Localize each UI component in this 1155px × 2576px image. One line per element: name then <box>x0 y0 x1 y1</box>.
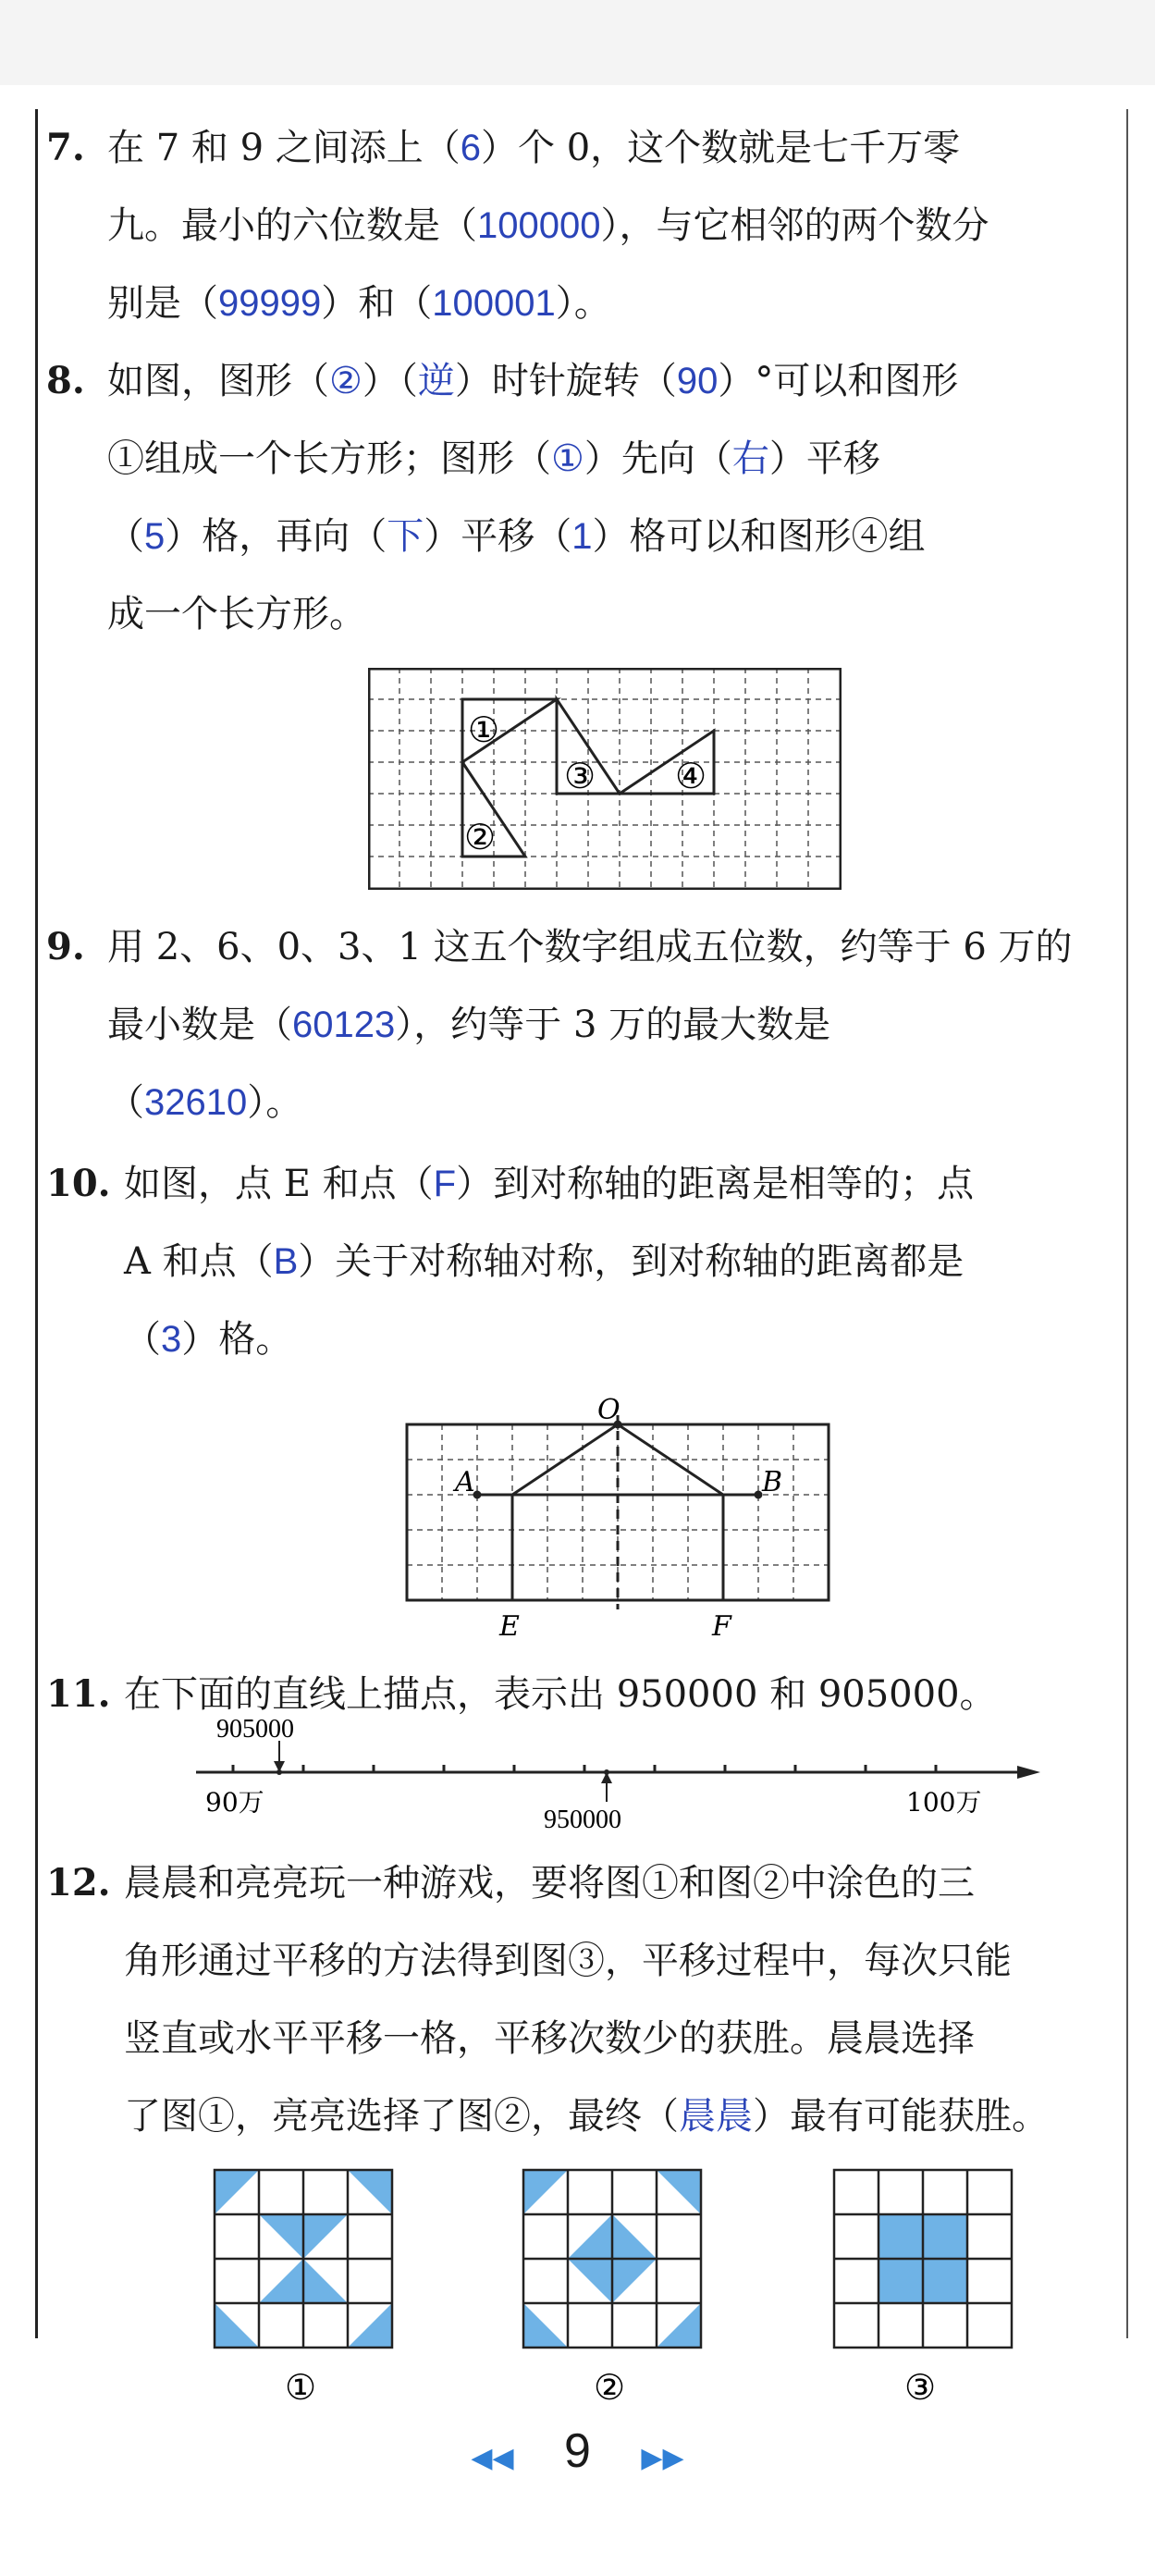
label-right-end: 100万 <box>906 1787 982 1818</box>
label-950000: 950000 <box>544 1806 621 1833</box>
q8-line-3: （5）格，再向（下）平移（1）格可以和图形④组 <box>107 515 926 558</box>
answer: 90 <box>676 361 719 401</box>
question-10 <box>46 1145 1110 1386</box>
q12-figures <box>213 2168 1045 2409</box>
question-number: 9. <box>46 925 85 968</box>
answer: F <box>433 1164 457 1204</box>
question-number: 7. <box>46 126 85 169</box>
answer: B <box>273 1241 299 1282</box>
answer: 晨晨 <box>679 2096 753 2137</box>
number-line <box>185 1713 1054 1833</box>
point-O: O <box>597 1394 621 1426</box>
q7-line-3: 别是（99999）和（100001）。 <box>107 282 611 325</box>
top-bar <box>0 0 1155 85</box>
answer: ① <box>551 438 584 479</box>
figure-2 <box>523 2170 701 2408</box>
question-8 <box>46 342 1110 657</box>
q8-line-2: ①组成一个长方形；图形（①）先向（右）平移 <box>107 438 880 480</box>
question-number: 12. <box>46 1861 111 1904</box>
page-number: 9 <box>564 2424 591 2478</box>
q10-line-1: 如图，点 E 和点（F）到对称轴的距离是相等的；点 <box>124 1163 975 1205</box>
q8-line-1: 如图，图形（②）（逆）时针旋转（90）°可以和图形 <box>107 360 959 402</box>
grid-lines <box>368 668 842 890</box>
question-7 <box>46 109 1110 350</box>
answer: 60123 <box>292 1005 396 1045</box>
page-footer <box>0 2423 1155 2479</box>
q8-grid-figure <box>368 668 842 890</box>
answer: 右 <box>731 438 769 479</box>
figure-1 <box>215 2170 392 2408</box>
question-number: 10. <box>46 1162 111 1205</box>
q12-line-2: 角形通过平移的方法得到图③，平移过程中，每次只能 <box>124 1940 1012 1982</box>
q11-line-1: 在下面的直线上描点，表示出 950000 和 905000。 <box>124 1673 997 1716</box>
question-9 <box>46 908 1110 1149</box>
figure-1-label: ① <box>285 2369 317 2408</box>
q12-line-4: 了图①，亮亮选择了图②，最终（晨晨）最有可能获胜。 <box>124 2095 1049 2138</box>
figure-2-label: ② <box>594 2369 626 2408</box>
q7-line-1: 在 7 和 9 之间添上（6）个 0，这个数就是七千万零 <box>107 127 961 169</box>
q8-line-4: 成一个长方形。 <box>107 593 366 635</box>
answer: 下 <box>387 516 424 557</box>
figure-3 <box>834 2170 1012 2408</box>
prev-page-icon[interactable]: ◀◀ <box>471 2443 514 2473</box>
point-905000 <box>276 1769 282 1775</box>
q10-grid-figure <box>398 1389 832 1648</box>
answer: 逆 <box>417 361 455 401</box>
label-3: ③ <box>564 758 596 796</box>
q12-line-3: 竖直或水平平移一格，平移次数少的获胜。晨晨选择 <box>124 2017 975 2060</box>
answer: ② <box>329 361 362 401</box>
question-12 <box>46 1844 1110 2159</box>
q9-line-1: 用 2、6、0、3、1 这五个数字组成五位数，约等于 6 万的 <box>107 926 1073 968</box>
q9-line-2: 最小数是（60123），约等于 3 万的最大数是 <box>107 1004 831 1046</box>
answer: 100001 <box>432 283 556 324</box>
axis-arrow-icon <box>1017 1766 1040 1779</box>
label-905000: 905000 <box>216 1715 294 1744</box>
question-number: 8. <box>46 359 85 402</box>
q9-line-3: （32610）。 <box>107 1081 303 1124</box>
point-950000 <box>604 1769 609 1775</box>
answer: 100000 <box>477 205 601 246</box>
label-2: ② <box>464 819 497 857</box>
answer: 5 <box>144 516 166 557</box>
left-margin-line <box>35 109 38 2338</box>
point-E: E <box>499 1610 520 1643</box>
next-page-icon[interactable]: ▶▶ <box>641 2443 684 2473</box>
answer: 32610 <box>144 1082 248 1123</box>
answer: 1 <box>571 516 593 557</box>
point-B: B <box>762 1466 783 1498</box>
q12-line-1: 晨晨和亮亮玩一种游戏，要将图①和图②中涂色的三 <box>124 1862 975 1904</box>
q10-line-3: （3）格。 <box>124 1318 293 1361</box>
figure-3-label: ③ <box>904 2369 937 2408</box>
q10-line-2: A 和点（B）关于对称轴对称，到对称轴的距离都是 <box>124 1240 965 1283</box>
answer: 6 <box>460 128 482 168</box>
answer: 99999 <box>218 283 322 324</box>
q7-line-2: 九。最小的六位数是（100000），与它相邻的两个数分 <box>107 204 989 247</box>
label-4: ④ <box>675 758 707 796</box>
point-A: A <box>455 1466 475 1498</box>
label-left-end: 90万 <box>205 1787 264 1818</box>
answer: 3 <box>161 1319 182 1360</box>
label-1: ① <box>468 711 500 750</box>
point-F: F <box>712 1610 731 1643</box>
question-number: 11. <box>46 1672 111 1716</box>
